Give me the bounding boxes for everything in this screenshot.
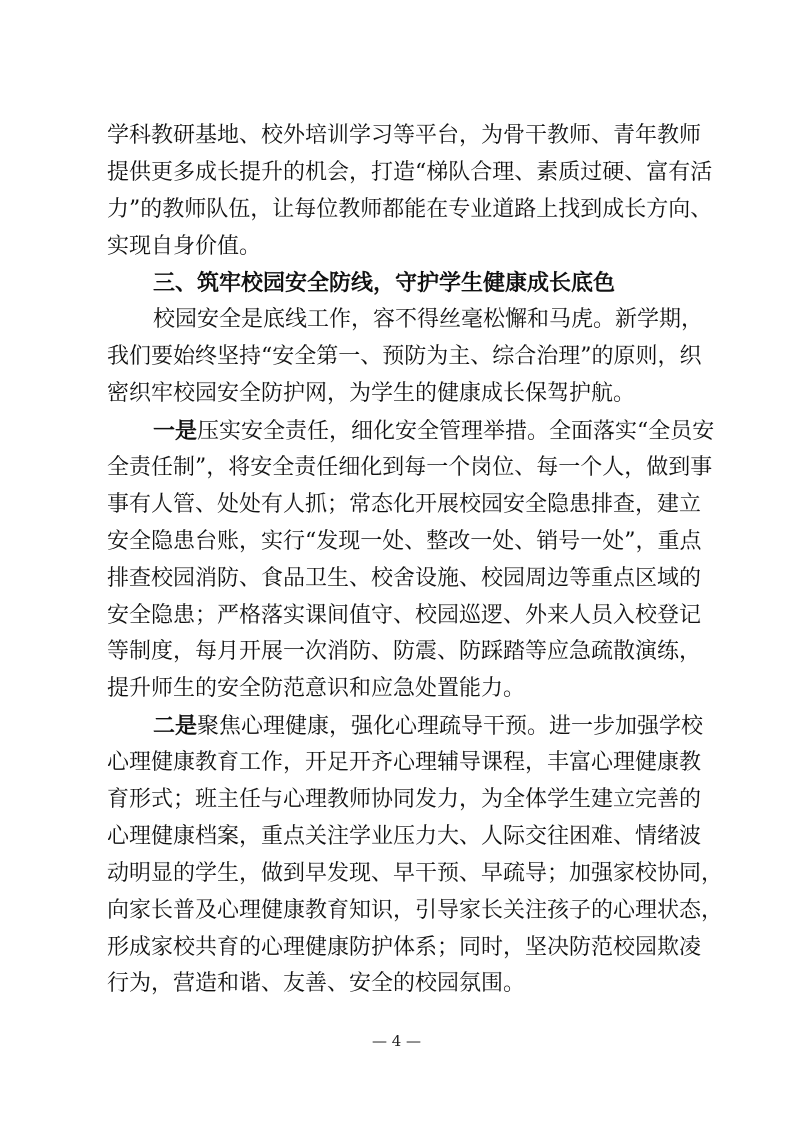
text-line xyxy=(107,413,715,450)
text-line: 安全隐患台账，实行“发现一处、整改一处、销号一处”，重点 xyxy=(107,528,702,554)
bold-prefix: 一是 xyxy=(153,418,198,445)
paragraph-point-one xyxy=(107,413,715,708)
paragraph-campus-safety xyxy=(107,302,704,413)
text-line: 排查校园消防、食品卫生、校舍设施、校园周边等重点区域的 xyxy=(107,565,702,591)
paragraph-point-two xyxy=(107,708,724,1003)
text-span: 压实安全责任，细化安全管理举措。全面落实“全员安 xyxy=(197,419,715,445)
text-line xyxy=(107,708,704,745)
bold-prefix: 二是 xyxy=(153,713,198,740)
text-line: 心理健康教育工作，开足开齐心理辅导课程，丰富心理健康教 xyxy=(107,750,702,776)
text-line: 我们要始终坚持“安全第一、预防为主、综合治理”的原则，织 xyxy=(107,344,702,370)
text-line: 密织牢校园安全防护网，为学生的健康成长保驾护航。 xyxy=(107,381,636,407)
text-line: 学科教研基地、校外培训学习等平台，为骨干教师、青年教师 xyxy=(107,123,702,148)
text-span: 聚焦心理健康，强化心理疏导干预。进一步加强学校 xyxy=(197,714,704,740)
page-number: — 4 — xyxy=(371,1032,422,1050)
text-line: 校园安全是底线工作，容不得丝毫松懈和马虎。新学期， xyxy=(153,307,704,333)
text-line: 实现自身价值。 xyxy=(107,233,262,259)
document-body xyxy=(107,118,724,1003)
text-line: 事有人管、处处有人抓；常态化开展校园安全隐患排查，建立 xyxy=(107,491,702,517)
text-line: 动明显的学生，做到早发现、早干预、早疏导；加强家校协同， xyxy=(107,860,724,886)
text-line: 行为，营造和谐、友善、安全的校园氛围。 xyxy=(107,971,526,997)
text-line: 提升师生的安全防范意识和应急处置能力。 xyxy=(107,676,526,702)
text-line: 等制度，每月开展一次消防、防震、防踩踏等应急疏散演练， xyxy=(107,639,702,665)
section-heading: 三、筑牢校园安全防线，守护学生健康成长底色 xyxy=(153,270,616,296)
text-line: 育形式；班主任与心理教师协同发力，为全体学生建立完善的 xyxy=(107,787,702,813)
paragraph-intro-continued xyxy=(107,118,713,266)
text-line: 力”的教师队伍，让每位教师都能在专业道路上找到成长方向、 xyxy=(107,196,713,222)
text-line: 安全隐患；严格落实课间值守、校园巡逻、外来人员入校登记 xyxy=(107,602,702,628)
text-line: 提供更多成长提升的机会，打造“梯队合理、素质过硬、富有活 xyxy=(107,159,713,185)
text-line: 形成家校共育的心理健康防护体系；同时，坚决防范校园欺凌 xyxy=(107,934,702,960)
text-line: 全责任制”，将安全责任细化到每一个岗位、每一个人，做到事 xyxy=(107,455,713,481)
text-line: 心理健康档案，重点关注学业压力大、人际交往困难、情绪波 xyxy=(107,823,702,849)
text-line: 向家长普及心理健康教育知识，引导家长关注孩子的心理状态， xyxy=(107,897,724,923)
